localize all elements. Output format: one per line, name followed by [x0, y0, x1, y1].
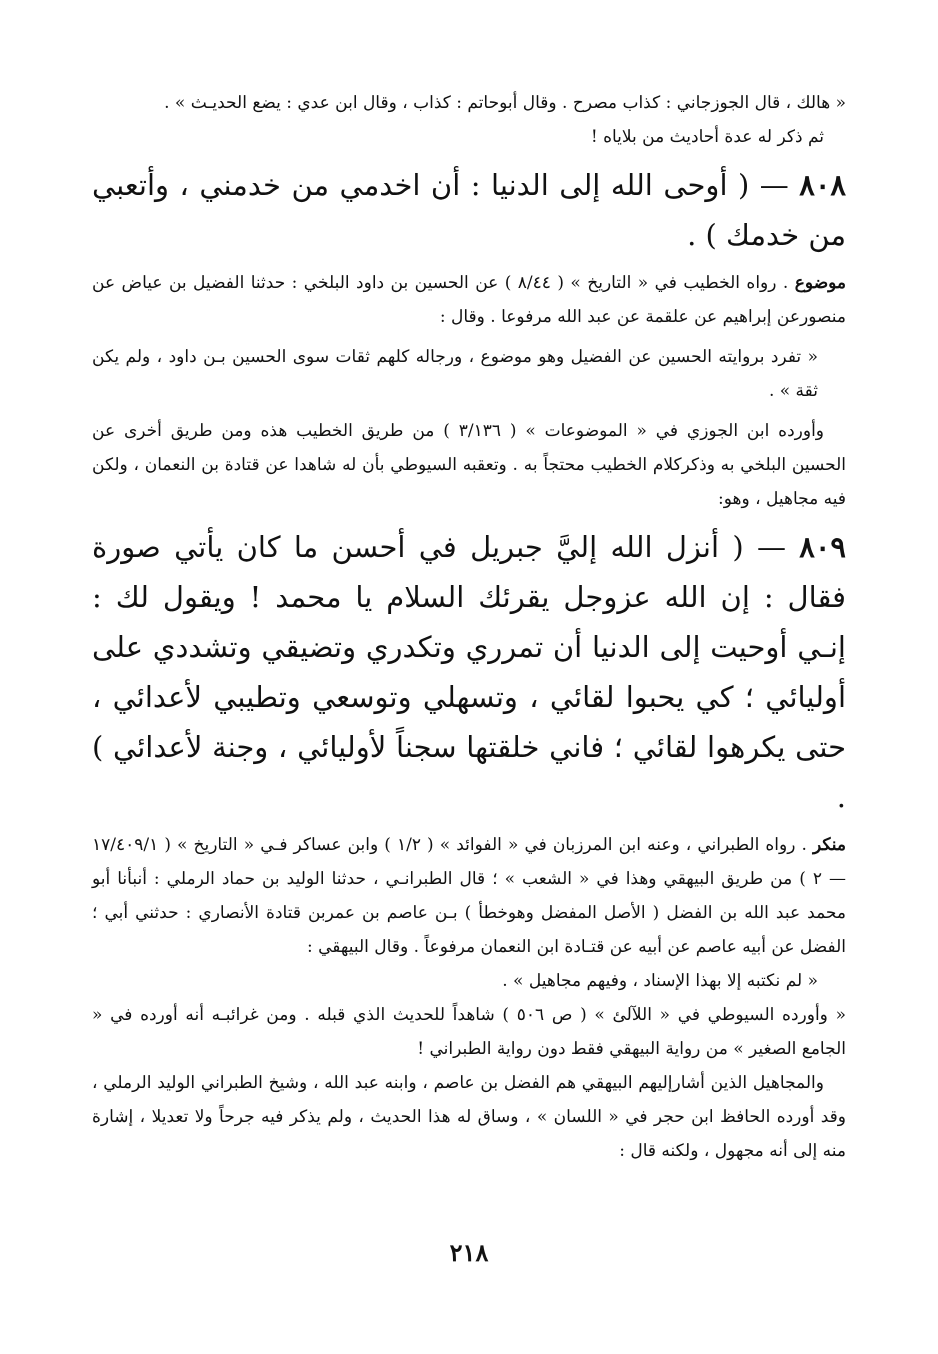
quote-808: « تفرد بروايته الحسين عن الفضيل وهو موضوع ، ورجاله كلهم ثقات سوى الحسين بـن داود ، ولم يكن ثقة » . [92, 347, 818, 401]
commentary-808-body: . رواه الخطيب في « التاريخ » ( ٨/٤٤ ) عن الحسين بن داود البلخي : حدثنا الفضيل بن عياض عن منصورعن إبراهيم عن علقمة عن عبد الله مرفوعا . وقال : [92, 273, 846, 327]
commentary-808-more: وأورده ابن الجوزي في « الموضوعات » ( ٣/١٣٦ ) من طريق الخطيب هذه ومن طريق أخرى عن الحسين البلخي به وذكركلام الخطيب محتجاً به . وتعقبه السيوطي بأن له شاهدا عن قتادة بن النعمان ، ولكن فيه مجاهيل ، وهو: [92, 421, 846, 509]
hadith-809 [92, 522, 846, 822]
grade-808: موضوع [794, 273, 847, 293]
commentary-809-suyuti: « وأورده السيوطي في « اللآلئ » ( ص ٥٠٦ ) شاهداً للحديث الذي قبله . ومن غرائبـه أنه أورده في « الجامع الصغير » من رواية البيهقي فقط دون رواية الطبراني ! [92, 1005, 846, 1059]
hadith-808 [92, 160, 846, 260]
quote-809: « لم نكتبه إلا بهذا الإسناد ، وفيهم مجاهيل » . [502, 971, 818, 991]
intro-note: ثم ذكر له عدة أحاديث من بلاياه ! [590, 127, 824, 147]
hadith-808-number: ٨٠٨ [799, 168, 846, 202]
grade-809: منكر [812, 835, 846, 855]
hadith-809-text: — ( أنزل الله إليَّ جبريل في أحسن ما كان يأتي صورة فقال : إن الله عزوجل يقرئك السلام يا محمد ! ويقول لك : إنـي أوحيت إلى الدنيا أن تمرري وتكدري وتضيقي وتشددي على أوليائي ؛ كي يحبوا لقائي ، وتسهلي وتوسعي وتطيبي لأعدائي ، حتى يكرهوا لقائي ؛ فاني خلقتها سجناً لأوليائي ، وجنة لأعدائي ) . [92, 530, 846, 814]
page-number: ٢١٨ [449, 1238, 489, 1267]
hadith-809-number: ٨٠٩ [799, 530, 846, 564]
commentary-809-last: والمجاهيل الذين أشارإليهم البيهقي هم الفضل بن عاصم ، وابنه عبد الله ، وشيخ الطبراني الوليد الرملي ، وقد أورده الحافظ ابن حجر في « اللسان » ، وساق له هذا الحديث ، ولم يذكر فيه جرحاً ولا تعديلا ، إشارة منه إلى أنه مجهول ، ولكنه قال : [92, 1073, 846, 1161]
hadith-808-text: — ( أوحى الله إلى الدنيا : أن اخدمي من خدمني ، وأتعبي من خدمك ) . [92, 168, 846, 252]
commentary-808 [92, 266, 846, 334]
commentary-809 [92, 828, 846, 964]
intro-quote: « هالك ، قال الجوزجاني : كذاب مصرح . وقال أبوحاتم : كذاب ، وقال ابن عدي : يضع الحديـث » . [164, 93, 846, 113]
page-content [92, 86, 846, 1326]
commentary-809-body: . رواه الطبراني ، وعنه ابن المرزبان في « الفوائد » ( ١/٢ ) وابن عساكر فـي « التاريخ » ( ١٧/٤٠٩/١ — ٢ ) من طريق البيهقي وهذا في « الشعب » ؛ قال الطبرانـي ، حدثنا الوليد بن حماد الرملي : أنبأنا أبو محمد عبد الله بن الفضل ( الأصل المفضل وهوخطأ ) بـن عاصم بن عمربن قتادة الأنصاري : حدثني أبي ؛ الفضل عن أبيه عاصم عن أبيه عن قتـادة ابن النعمان مرفوعاً . وقال البيهقي : [92, 835, 846, 957]
